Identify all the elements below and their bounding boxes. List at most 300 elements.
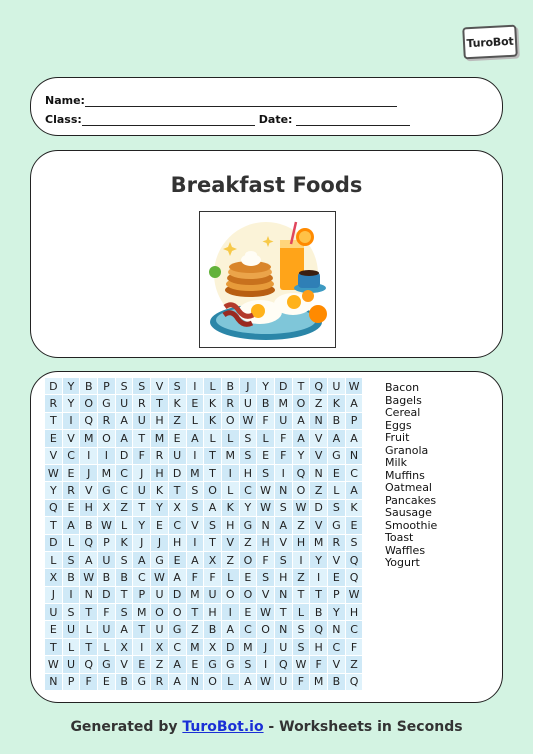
grid-cell[interactable]: Y <box>293 448 311 465</box>
grid-cell[interactable]: E <box>169 430 187 447</box>
grid-cell[interactable]: S <box>116 378 134 395</box>
grid-cell[interactable]: T <box>169 482 187 499</box>
grid-cell[interactable]: T <box>204 448 222 465</box>
grid-cell[interactable]: C <box>169 517 187 534</box>
grid-cell[interactable]: A <box>187 552 205 569</box>
grid-cell[interactable]: L <box>187 413 205 430</box>
grid-cell[interactable]: S <box>240 656 258 673</box>
grid-cell[interactable]: T <box>275 604 293 621</box>
grid-cell[interactable]: U <box>275 674 293 691</box>
grid-cell[interactable]: Z <box>187 621 205 638</box>
grid-cell[interactable]: U <box>63 656 81 673</box>
grid-cell[interactable]: V <box>80 482 98 499</box>
grid-cell[interactable]: O <box>98 430 116 447</box>
grid-cell[interactable]: Z <box>240 535 258 552</box>
grid-cell[interactable]: S <box>328 500 346 517</box>
grid-cell[interactable]: A <box>346 482 364 499</box>
grid-cell[interactable]: A <box>275 517 293 534</box>
grid-cell[interactable]: B <box>257 395 275 412</box>
grid-cell[interactable]: Y <box>133 517 151 534</box>
grid-cell[interactable]: Z <box>151 656 169 673</box>
grid-cell[interactable]: O <box>240 587 258 604</box>
grid-cell[interactable]: W <box>98 517 116 534</box>
grid-cell[interactable]: I <box>63 587 81 604</box>
grid-cell[interactable]: B <box>328 413 346 430</box>
grid-cell[interactable]: B <box>80 517 98 534</box>
grid-cell[interactable]: H <box>293 535 311 552</box>
grid-cell[interactable]: X <box>169 500 187 517</box>
grid-cell[interactable]: L <box>222 482 240 499</box>
grid-cell[interactable]: E <box>63 500 81 517</box>
grid-cell[interactable]: Z <box>169 413 187 430</box>
grid-cell[interactable]: F <box>187 569 205 586</box>
grid-cell[interactable]: U <box>275 413 293 430</box>
grid-cell[interactable]: P <box>63 674 81 691</box>
grid-cell[interactable]: V <box>116 656 134 673</box>
grid-cell[interactable]: W <box>257 500 275 517</box>
grid-cell[interactable]: H <box>204 604 222 621</box>
grid-cell[interactable]: R <box>133 395 151 412</box>
grid-cell[interactable]: M <box>187 465 205 482</box>
grid-cell[interactable]: Y <box>328 604 346 621</box>
grid-cell[interactable]: I <box>293 552 311 569</box>
grid-cell[interactable]: Q <box>275 656 293 673</box>
grid-cell[interactable]: E <box>63 465 81 482</box>
grid-cell[interactable]: T <box>293 587 311 604</box>
grid-cell[interactable]: X <box>204 639 222 656</box>
grid-cell[interactable]: J <box>240 378 258 395</box>
grid-cell[interactable]: I <box>257 656 275 673</box>
grid-cell[interactable]: T <box>45 639 63 656</box>
grid-cell[interactable]: N <box>80 587 98 604</box>
grid-cell[interactable]: V <box>222 535 240 552</box>
grid-cell[interactable]: H <box>310 639 328 656</box>
grid-cell[interactable]: G <box>222 656 240 673</box>
grid-cell[interactable]: I <box>310 569 328 586</box>
grid-cell[interactable]: G <box>204 656 222 673</box>
grid-cell[interactable]: Y <box>151 500 169 517</box>
grid-cell[interactable]: Q <box>80 535 98 552</box>
grid-cell[interactable]: S <box>204 517 222 534</box>
grid-cell[interactable]: V <box>310 517 328 534</box>
grid-cell[interactable]: Q <box>80 656 98 673</box>
grid-cell[interactable]: R <box>151 448 169 465</box>
grid-cell[interactable]: J <box>133 535 151 552</box>
grid-cell[interactable]: U <box>133 413 151 430</box>
grid-cell[interactable]: E <box>240 569 258 586</box>
grid-cell[interactable]: I <box>222 465 240 482</box>
grid-cell[interactable]: S <box>187 500 205 517</box>
grid-cell[interactable]: L <box>328 482 346 499</box>
grid-cell[interactable]: K <box>346 500 364 517</box>
grid-cell[interactable]: W <box>257 482 275 499</box>
name-line[interactable] <box>85 95 397 107</box>
grid-cell[interactable]: M <box>310 535 328 552</box>
grid-cell[interactable]: S <box>116 552 134 569</box>
grid-cell[interactable]: S <box>133 378 151 395</box>
grid-cell[interactable]: G <box>98 395 116 412</box>
grid-cell[interactable]: B <box>98 569 116 586</box>
grid-cell[interactable]: F <box>98 604 116 621</box>
grid-cell[interactable]: S <box>257 569 275 586</box>
grid-cell[interactable]: I <box>275 465 293 482</box>
grid-cell[interactable]: Q <box>346 569 364 586</box>
grid-cell[interactable]: G <box>98 656 116 673</box>
grid-cell[interactable]: A <box>169 569 187 586</box>
grid-cell[interactable]: I <box>133 639 151 656</box>
grid-cell[interactable]: B <box>116 569 134 586</box>
grid-cell[interactable]: F <box>204 569 222 586</box>
grid-cell[interactable]: X <box>151 639 169 656</box>
grid-cell[interactable]: W <box>293 500 311 517</box>
grid-cell[interactable]: U <box>133 482 151 499</box>
grid-cell[interactable]: I <box>98 448 116 465</box>
grid-cell[interactable]: I <box>187 448 205 465</box>
grid-cell[interactable]: C <box>240 621 258 638</box>
grid-cell[interactable]: P <box>98 535 116 552</box>
grid-cell[interactable]: H <box>80 500 98 517</box>
grid-cell[interactable]: A <box>204 500 222 517</box>
grid-cell[interactable]: L <box>63 535 81 552</box>
grid-cell[interactable]: M <box>151 430 169 447</box>
grid-cell[interactable]: W <box>257 604 275 621</box>
grid-cell[interactable]: Z <box>346 656 364 673</box>
grid-cell[interactable]: E <box>187 395 205 412</box>
grid-cell[interactable]: V <box>257 587 275 604</box>
grid-cell[interactable]: U <box>63 621 81 638</box>
grid-cell[interactable]: T <box>293 378 311 395</box>
grid-cell[interactable]: M <box>98 465 116 482</box>
grid-cell[interactable]: U <box>169 448 187 465</box>
grid-cell[interactable]: N <box>257 517 275 534</box>
grid-cell[interactable]: N <box>346 448 364 465</box>
grid-cell[interactable]: G <box>328 448 346 465</box>
grid-cell[interactable]: Q <box>80 413 98 430</box>
grid-cell[interactable]: J <box>133 465 151 482</box>
grid-cell[interactable]: S <box>240 448 258 465</box>
grid-cell[interactable]: R <box>63 482 81 499</box>
grid-cell[interactable]: R <box>45 395 63 412</box>
grid-cell[interactable]: R <box>151 674 169 691</box>
grid-cell[interactable]: W <box>151 569 169 586</box>
grid-cell[interactable]: V <box>275 535 293 552</box>
grid-cell[interactable]: T <box>187 604 205 621</box>
grid-cell[interactable]: X <box>116 639 134 656</box>
grid-cell[interactable]: M <box>187 587 205 604</box>
grid-cell[interactable]: Q <box>310 378 328 395</box>
grid-cell[interactable]: N <box>310 413 328 430</box>
grid-cell[interactable]: G <box>133 674 151 691</box>
grid-cell[interactable]: T <box>45 517 63 534</box>
grid-cell[interactable]: T <box>133 430 151 447</box>
grid-cell[interactable]: A <box>80 552 98 569</box>
grid-cell[interactable]: A <box>116 430 134 447</box>
grid-cell[interactable]: A <box>346 430 364 447</box>
grid-cell[interactable]: D <box>310 500 328 517</box>
grid-cell[interactable]: L <box>293 604 311 621</box>
grid-cell[interactable]: C <box>116 465 134 482</box>
grid-cell[interactable]: T <box>310 587 328 604</box>
grid-cell[interactable]: W <box>293 656 311 673</box>
grid-cell[interactable]: L <box>204 378 222 395</box>
grid-cell[interactable]: Y <box>240 500 258 517</box>
grid-cell[interactable]: W <box>346 587 364 604</box>
grid-cell[interactable]: V <box>328 656 346 673</box>
grid-cell[interactable]: T <box>45 413 63 430</box>
grid-cell[interactable]: V <box>151 378 169 395</box>
grid-cell[interactable]: P <box>98 378 116 395</box>
grid-cell[interactable]: A <box>222 621 240 638</box>
grid-cell[interactable]: E <box>133 656 151 673</box>
grid-cell[interactable]: U <box>151 587 169 604</box>
grid-cell[interactable]: A <box>63 517 81 534</box>
grid-cell[interactable]: L <box>204 430 222 447</box>
grid-cell[interactable]: W <box>346 378 364 395</box>
turobot-link[interactable]: TuroBot.io <box>182 719 264 735</box>
grid-cell[interactable]: Z <box>222 552 240 569</box>
grid-cell[interactable]: I <box>187 378 205 395</box>
grid-cell[interactable]: A <box>187 430 205 447</box>
grid-cell[interactable]: O <box>204 482 222 499</box>
grid-cell[interactable]: E <box>45 430 63 447</box>
grid-cell[interactable]: E <box>45 621 63 638</box>
grid-cell[interactable]: L <box>116 517 134 534</box>
grid-cell[interactable]: Q <box>45 500 63 517</box>
grid-cell[interactable]: I <box>80 448 98 465</box>
grid-cell[interactable]: Q <box>310 621 328 638</box>
grid-cell[interactable]: O <box>222 413 240 430</box>
grid-cell[interactable]: K <box>151 482 169 499</box>
grid-cell[interactable]: C <box>116 482 134 499</box>
grid-cell[interactable]: H <box>275 569 293 586</box>
grid-cell[interactable]: A <box>116 413 134 430</box>
grid-cell[interactable]: P <box>328 587 346 604</box>
grid-cell[interactable]: K <box>204 413 222 430</box>
grid-cell[interactable]: F <box>257 552 275 569</box>
grid-cell[interactable]: Y <box>63 378 81 395</box>
grid-cell[interactable]: E <box>187 656 205 673</box>
grid-cell[interactable]: Z <box>116 500 134 517</box>
grid-cell[interactable]: S <box>63 604 81 621</box>
grid-cell[interactable]: Y <box>310 552 328 569</box>
grid-cell[interactable]: H <box>169 535 187 552</box>
grid-cell[interactable]: J <box>80 465 98 482</box>
grid-cell[interactable]: U <box>204 587 222 604</box>
grid-cell[interactable]: U <box>240 395 258 412</box>
grid-cell[interactable]: L <box>63 639 81 656</box>
grid-cell[interactable]: F <box>275 430 293 447</box>
grid-cell[interactable]: L <box>45 552 63 569</box>
grid-cell[interactable]: W <box>80 569 98 586</box>
grid-cell[interactable]: M <box>133 604 151 621</box>
grid-cell[interactable]: C <box>133 569 151 586</box>
grid-cell[interactable]: E <box>346 517 364 534</box>
grid-cell[interactable]: A <box>116 621 134 638</box>
grid-cell[interactable]: X <box>204 552 222 569</box>
grid-cell[interactable]: I <box>63 413 81 430</box>
grid-cell[interactable]: O <box>151 604 169 621</box>
grid-cell[interactable]: S <box>346 535 364 552</box>
grid-cell[interactable]: U <box>116 395 134 412</box>
grid-cell[interactable]: S <box>240 430 258 447</box>
grid-cell[interactable]: N <box>275 482 293 499</box>
grid-cell[interactable]: W <box>45 465 63 482</box>
grid-cell[interactable]: T <box>133 500 151 517</box>
grid-cell[interactable]: V <box>328 552 346 569</box>
grid-cell[interactable]: D <box>45 378 63 395</box>
grid-cell[interactable]: S <box>169 378 187 395</box>
grid-cell[interactable]: H <box>151 413 169 430</box>
grid-cell[interactable]: K <box>116 535 134 552</box>
grid-cell[interactable]: N <box>275 621 293 638</box>
grid-cell[interactable]: E <box>98 674 116 691</box>
grid-cell[interactable]: J <box>45 587 63 604</box>
grid-cell[interactable]: T <box>151 395 169 412</box>
grid-cell[interactable]: T <box>133 621 151 638</box>
grid-cell[interactable]: O <box>169 604 187 621</box>
grid-cell[interactable]: D <box>116 448 134 465</box>
grid-cell[interactable]: G <box>98 482 116 499</box>
grid-cell[interactable]: G <box>328 517 346 534</box>
grid-cell[interactable]: D <box>98 587 116 604</box>
grid-cell[interactable]: B <box>222 378 240 395</box>
grid-cell[interactable]: M <box>240 639 258 656</box>
grid-cell[interactable]: W <box>257 674 275 691</box>
grid-cell[interactable]: S <box>63 552 81 569</box>
grid-cell[interactable]: U <box>98 621 116 638</box>
grid-cell[interactable]: E <box>328 569 346 586</box>
grid-cell[interactable]: T <box>204 535 222 552</box>
grid-cell[interactable]: X <box>45 569 63 586</box>
grid-cell[interactable]: D <box>169 465 187 482</box>
grid-cell[interactable]: F <box>80 674 98 691</box>
grid-cell[interactable]: B <box>328 674 346 691</box>
grid-cell[interactable]: Q <box>346 552 364 569</box>
grid-cell[interactable]: S <box>257 465 275 482</box>
grid-cell[interactable]: O <box>222 587 240 604</box>
grid-cell[interactable]: D <box>45 535 63 552</box>
grid-cell[interactable]: F <box>310 656 328 673</box>
grid-cell[interactable]: I <box>222 604 240 621</box>
grid-cell[interactable]: B <box>116 674 134 691</box>
grid-cell[interactable]: S <box>293 639 311 656</box>
grid-cell[interactable]: U <box>328 378 346 395</box>
grid-cell[interactable]: E <box>151 517 169 534</box>
grid-cell[interactable]: T <box>80 639 98 656</box>
grid-cell[interactable]: A <box>293 413 311 430</box>
grid-cell[interactable]: S <box>293 621 311 638</box>
grid-cell[interactable]: N <box>310 465 328 482</box>
grid-cell[interactable]: X <box>98 500 116 517</box>
grid-cell[interactable]: U <box>151 621 169 638</box>
grid-cell[interactable]: T <box>204 465 222 482</box>
grid-cell[interactable]: A <box>133 552 151 569</box>
grid-cell[interactable]: K <box>328 395 346 412</box>
grid-cell[interactable]: O <box>240 552 258 569</box>
grid-cell[interactable]: V <box>63 430 81 447</box>
grid-cell[interactable]: Z <box>293 517 311 534</box>
grid-cell[interactable]: O <box>293 482 311 499</box>
grid-cell[interactable]: O <box>80 395 98 412</box>
grid-cell[interactable]: L <box>222 674 240 691</box>
grid-cell[interactable]: D <box>275 378 293 395</box>
grid-cell[interactable]: N <box>275 587 293 604</box>
grid-cell[interactable]: N <box>187 674 205 691</box>
grid-cell[interactable]: C <box>328 639 346 656</box>
grid-cell[interactable]: C <box>63 448 81 465</box>
grid-cell[interactable]: H <box>346 604 364 621</box>
grid-cell[interactable]: F <box>257 413 275 430</box>
grid-cell[interactable]: E <box>257 448 275 465</box>
grid-cell[interactable]: J <box>151 535 169 552</box>
grid-cell[interactable]: C <box>240 482 258 499</box>
grid-cell[interactable]: G <box>169 621 187 638</box>
grid-cell[interactable]: A <box>346 395 364 412</box>
grid-cell[interactable]: Z <box>310 395 328 412</box>
grid-cell[interactable]: U <box>45 604 63 621</box>
grid-cell[interactable]: U <box>275 639 293 656</box>
grid-cell[interactable]: S <box>116 604 134 621</box>
grid-cell[interactable]: N <box>45 674 63 691</box>
grid-cell[interactable]: V <box>310 448 328 465</box>
grid-cell[interactable]: V <box>187 517 205 534</box>
grid-cell[interactable]: V <box>310 430 328 447</box>
grid-cell[interactable]: Z <box>310 482 328 499</box>
grid-cell[interactable]: G <box>151 552 169 569</box>
grid-cell[interactable]: Y <box>63 395 81 412</box>
grid-cell[interactable]: G <box>240 517 258 534</box>
grid-cell[interactable]: B <box>204 621 222 638</box>
grid-cell[interactable]: H <box>240 465 258 482</box>
grid-cell[interactable]: D <box>222 639 240 656</box>
grid-cell[interactable]: C <box>169 639 187 656</box>
grid-cell[interactable]: A <box>169 656 187 673</box>
grid-cell[interactable]: K <box>222 500 240 517</box>
grid-cell[interactable]: M <box>222 448 240 465</box>
grid-cell[interactable]: I <box>187 535 205 552</box>
date-line[interactable] <box>296 114 410 126</box>
grid-cell[interactable]: W <box>240 413 258 430</box>
grid-cell[interactable]: R <box>222 395 240 412</box>
grid-cell[interactable]: U <box>98 552 116 569</box>
grid-cell[interactable]: E <box>240 604 258 621</box>
grid-cell[interactable]: L <box>257 430 275 447</box>
grid-cell[interactable]: Z <box>293 569 311 586</box>
grid-cell[interactable]: P <box>346 413 364 430</box>
grid-cell[interactable]: L <box>80 621 98 638</box>
grid-cell[interactable]: N <box>328 621 346 638</box>
grid-cell[interactable]: J <box>257 639 275 656</box>
grid-cell[interactable]: E <box>169 552 187 569</box>
grid-cell[interactable]: A <box>240 674 258 691</box>
grid-cell[interactable]: L <box>222 569 240 586</box>
grid-cell[interactable]: S <box>187 482 205 499</box>
grid-cell[interactable]: A <box>328 430 346 447</box>
grid-cell[interactable]: Y <box>45 482 63 499</box>
grid-cell[interactable]: M <box>275 395 293 412</box>
grid-cell[interactable]: H <box>222 517 240 534</box>
grid-cell[interactable]: O <box>293 395 311 412</box>
grid-cell[interactable]: F <box>293 674 311 691</box>
grid-cell[interactable]: E <box>328 465 346 482</box>
grid-cell[interactable]: Q <box>346 674 364 691</box>
grid-cell[interactable]: R <box>98 413 116 430</box>
grid-cell[interactable]: P <box>133 587 151 604</box>
grid-cell[interactable]: T <box>80 604 98 621</box>
grid-cell[interactable]: B <box>63 569 81 586</box>
grid-cell[interactable]: K <box>204 395 222 412</box>
grid-cell[interactable]: L <box>222 430 240 447</box>
